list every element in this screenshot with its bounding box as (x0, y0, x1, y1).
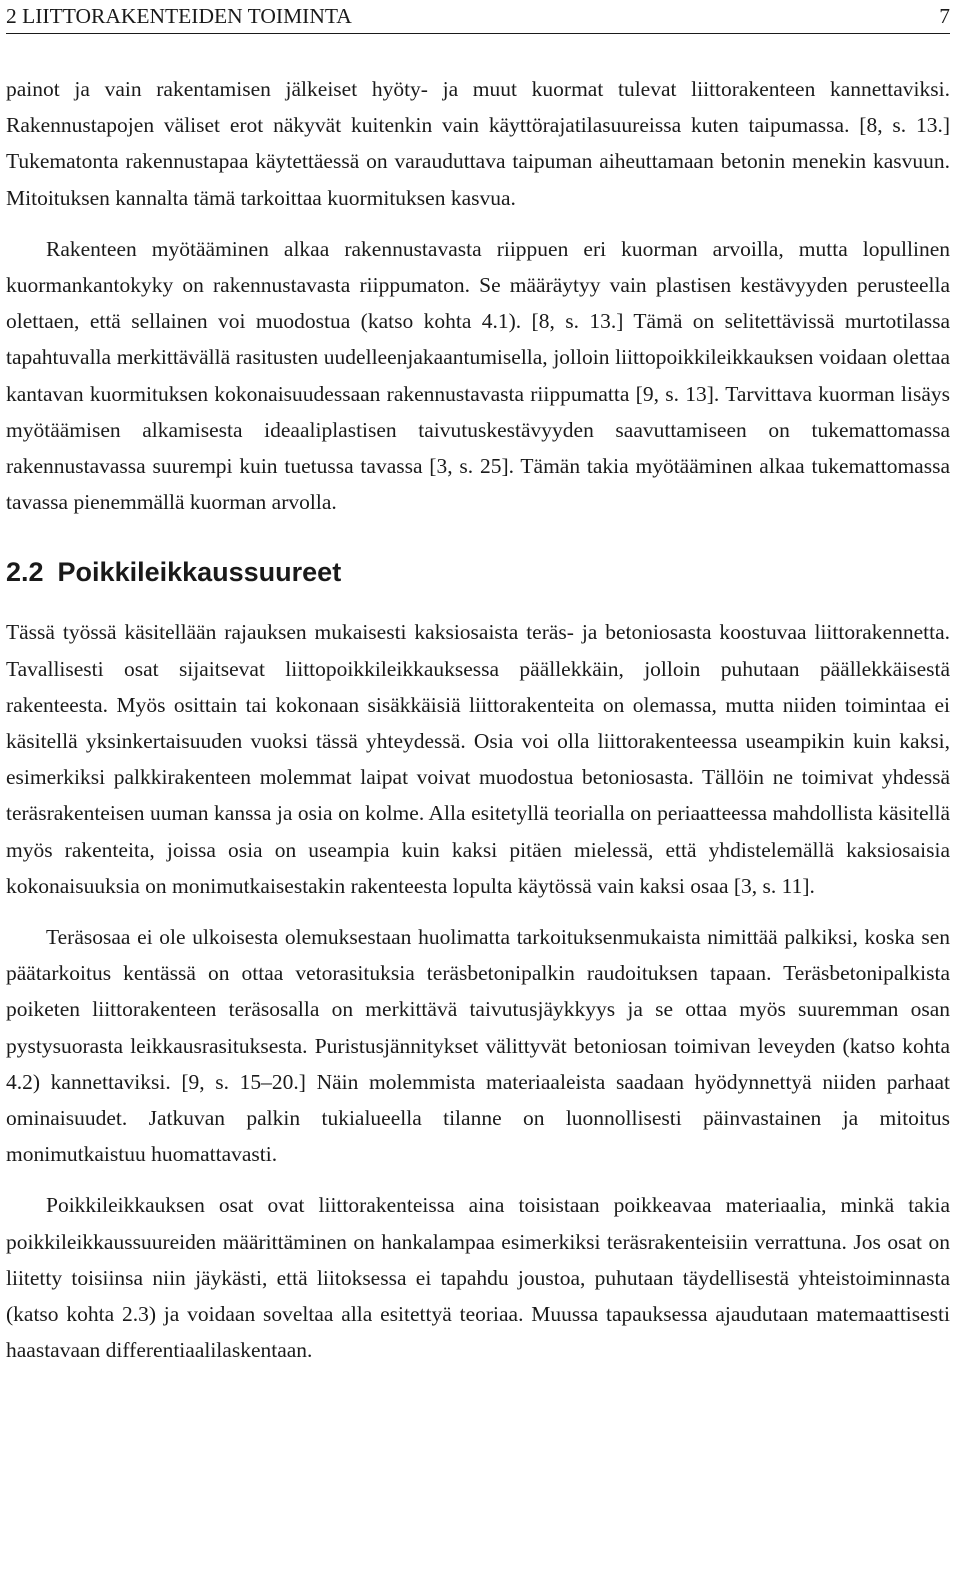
body-text (6, 71, 950, 1369)
chapter-title: 2 LIITTORAKENTEIDEN TOIMINTA (6, 3, 352, 28)
document-page (6, 0, 950, 1369)
section-heading (6, 554, 950, 590)
paragraph: painot ja vain rakentamisen jälkeiset hyöty- ja muut kuormat tulevat liittorakenteen kannettaviksi. Rakennustapojen väliset erot näkyvät kuitenkin vain käyttörajatilasuureissa kuten taipumassa. [8, s. 13.] Tukematonta rakennustapaa käytettäessä on varauduttava taipuman aiheuttamaan betonin menekin kasvuun. Mitoituksen kannalta tämä tarkoittaa kuormituksen kasvua. (6, 77, 950, 210)
paragraph: Tässä työssä käsitellään rajauksen mukaisesti kaksiosaista teräs- ja betoniosasta koostuvaa liittorakennetta. Tavallisesti osat sijaitsevat liittopoikkileikkauksessa päällekkäin, jolloin puhutaan päällekkäisestä rakenteesta. Myös osittain tai kokonaan sisäkkäisiä liittorakenteita on olemassa, mutta niiden toimintaa ei käsitellä yksinkertaisuuden vuoksi tässä yhteydessä. Osia voi olla liittorakenteessa useampikin kuin kaksi, esimerkiksi palkkirakenteen molemmat laipat voivat muodostua betoniosasta. Tällöin ne toimivat yhdessä teräsrakenteisen uuman kanssa ja osia on kolme. Alla esitetyllä teorialla on periaatteessa mahdollista käsitellä myös rakenteita, joissa osia on useampia kuin kaksi pitäen mielessä, että yhdistelemällä kaksiosaisia kokonaisuuksia on monimutkaisestakin rakenteesta lopulta käytössä vain kaksi osaa [3, s. 11]. (6, 620, 950, 898)
section-title: Poikkileikkaussuureet (57, 557, 342, 588)
running-header (6, 0, 950, 34)
paragraph: Rakenteen myötääminen alkaa rakennustavasta riippuen eri kuorman arvoilla, mutta lopullinen kuormankantokyky on rakennustavasta riippumaton. Se määräytyy vain plastisen kestävyyden perusteella olettaen, että sellainen voi muodostua (katso kohta 4.1). [8, s. 13.] Tämä on selitettävissä murtotilassa tapahtuvalla merkittävällä rasitusten uudelleenjakaantumisella, jolloin liittopoikkileikkauksen voidaan olettaa kantavan kuormituksen kokonaisuudessaan rakennustavasta riippumatta [9, s. 13]. Tarvittava kuorman lisäys myötäämisen alkamisesta ideaaliplastisen taivutuskestävyyden saavuttamiseen on tukemattomassa rakennustavassa suurempi kuin tuetussa tavassa [3, s. 25]. Tämän takia myötääminen alkaa tukemattomassa tavassa pienemmällä kuorman arvolla. (6, 236, 950, 515)
page-number: 7 (939, 3, 950, 28)
paragraph: Poikkileikkauksen osat ovat liittorakenteissa aina toisistaan poikkeavaa materiaalia, minkä takia poikkileikkaussuureiden määrittäminen on hankalampaa esimerkiksi teräsrakenteisiin verrattuna. Jos osat on liitetty toisiinsa niin jäykästi, että liitoksessa ei tapahdu joustoa, puhutaan täydellisestä yhteistoiminnasta (katso kohta 2.3) ja voidaan soveltaa alla esitettyä teoriaa. Muussa tapauksessa ajaudutaan matemaattisesti haastavaan differentiaalilaskentaan. (6, 1193, 950, 1363)
section-number: 2.2 (6, 557, 44, 588)
paragraph: Teräsosaa ei ole ulkoisesta olemuksestaan huolimatta tarkoituksenmukaista nimittää palkiksi, koska sen päätarkoitus kentässä on ottaa vetorasituksia teräsbetonipalkin raudoituksen tapaan. Teräsbetonipalkista poiketen liittorakenteen teräsosalla on merkittävä taivutusjäykkyys ja se ottaa myös suuremman osan pystysuorasta leikkausrasituksesta. Puristusjännitykset välittyvät betoniosan toimivan leveyden (katso kohta 4.2) kannettaviksi. [9, s. 15–20.] Näin molemmista materiaaleista saadaan hyödynnettyä niiden parhaat ominaisuudet. Jatkuvan palkin tukialueella tilanne on luonnollisesti päinvastainen ja mitoitus monimutkaistuu huomattavasti. (6, 925, 950, 1167)
